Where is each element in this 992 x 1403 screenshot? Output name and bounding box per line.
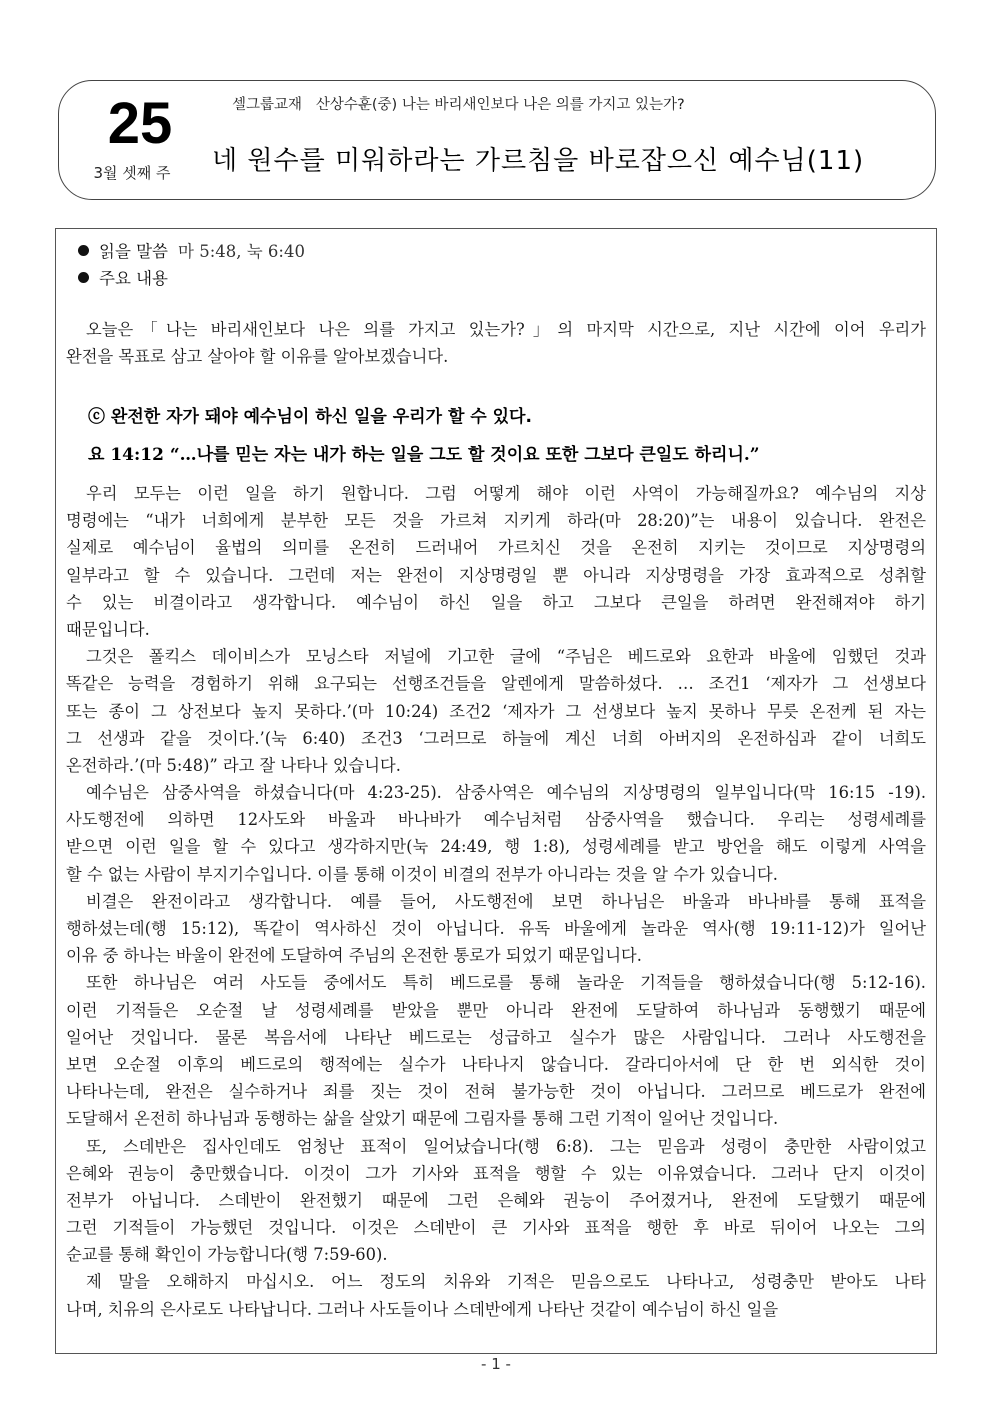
reading-reference: 마 5:48, 눅 6:40: [178, 242, 305, 261]
text-line: 우리 모두는 이런 일을 하기 원합니다. 그럼 어떻게 해야 이런 사역이 가능해질까요? 예수님의 지상: [86, 484, 926, 503]
text-line: 행하셨는데(행 15:12), 똑같이 역사하신 것이 아닙니다. 유독 바울에게 놀라운 역사(행 19:11-12)가 일어난: [66, 919, 926, 938]
text-line: 완전을 목표로 삼고 살아야 할 이유를 알아보겠습니다.: [66, 347, 449, 367]
text-line: 일어난 것입니다. 물론 복음서에 나타난 베드로는 성급하고 실수가 많은 사람입니다. 그러나 사도행전을: [66, 1027, 926, 1047]
text-line: 받으면 이런 일을 할 수 있다고 생각하지만(눅 24:49, 행 1:8), 성령세례를 받고 방언을 해도 이렇게 사역을: [66, 837, 926, 857]
text-line: 또한 하나님은 여러 사도들 중에서도 특히 베드로를 통해 놀라운 기적들을 행하셨습니다(행 5:12-16).: [86, 973, 926, 993]
text-line: 또는 종이 그 상전보다 높지 못하다.’(마 10:24) 조건2 ‘제자가 그 선생보다 높지 못하나 무릇 온전케 된 자는: [66, 701, 926, 721]
reading-label: 읽을 말씀: [99, 242, 169, 261]
text-line: 은혜와 권능이 충만했습니다. 이것이 그가 기사와 표적을 행할 수 있는 이유였습니다. 그러나 단지 이것이: [66, 1163, 926, 1183]
reading-bullet: [78, 238, 305, 262]
paragraph: [66, 779, 926, 888]
text-line: 일부라고 할 수 있습니다. 그런데 저는 완전이 지상명령일 뿐 아니라 지상명령을 가장 효과적으로 성취할: [66, 565, 926, 585]
text-line: 온전하라.’(마 5:48)” 라고 잘 나타나 있습니다.: [66, 755, 401, 775]
body-text: [66, 480, 926, 1323]
text-line: 비결은 완전이라고 생각합니다. 예를 들어, 사도행전에 보면 하나님은 바울과 바나바를 통해 표적을: [86, 891, 926, 911]
bullet-icon: [78, 272, 89, 283]
bullet-icon: [78, 245, 89, 256]
text-line: 도달해서 온전히 하나님과 동행하는 삶을 살았기 때문에 그림자를 통해 그런 기적이 일어난 것입니다.: [66, 1109, 779, 1129]
text-line: 이유 중 하나는 바울이 완전에 도달하여 주님의 온전한 통로가 되었기 때문입니다.: [66, 946, 642, 966]
text-line: 명령에는 “내가 너희에게 분부한 모든 것을 가르쳐 지키게 하라(마 28:20)”는 내용이 있습니다. 완전은: [66, 511, 926, 531]
paragraph: [66, 643, 926, 779]
paragraph: [66, 888, 926, 970]
paragraph: [66, 1133, 926, 1269]
text-line: 또, 스데반은 집사인데도 엄청난 표적이 일어났습니다(행 6:8). 그는 믿음과 성령이 충만한 사람이었고: [86, 1136, 926, 1156]
text-line: 전부가 아닙니다. 스데반이 완전했기 때문에 그런 은혜와 권능이 주어졌거나, 완전에 도달했기 때문에: [66, 1190, 926, 1210]
page-number: - 1 -: [481, 1355, 511, 1373]
paragraph: [66, 969, 926, 1132]
text-line: 이런 기적들은 오순절 날 성령세례를 받았을 뿐만 아니라 완전에 도달하여 하나님과 동행했기 때문에: [66, 1000, 926, 1020]
lesson-number: 25: [107, 91, 173, 156]
text-line: 수 있는 비결이라고 생각합니다. 예수님이 하신 일을 하고 그보다 큰일을 하려면 완전해져야 하기: [66, 592, 926, 612]
text-line: 때문입니다.: [66, 619, 150, 639]
text-line: 사도행전에 의하면 12사도와 바울과 바나바가 예수님처럼 삼중사역을 했습니다. 우리는 성령세례를: [66, 810, 926, 830]
text-line: 똑같은 능력을 경험하기 위해 요구되는 선행조건들을 알렌에게 말씀하셨다. … 조건1 ‘제자가 그 선생보다: [66, 674, 926, 694]
summary-bullet: [78, 265, 168, 289]
paragraph: [66, 480, 926, 643]
week-label: 3월 셋째 주: [93, 164, 171, 182]
key-verse: 요 14:12 “…나를 믿는 자는 내가 하는 일을 그도 할 것이요 또한 그보다 큰일도 하리니.”: [88, 445, 760, 465]
text-line: 그 선생과 같을 것이다.’(눅 6:40) 조건3 ‘그러므로 하늘에 계신 너희 아버지의 온전하심과 같이 너희도: [66, 728, 926, 748]
text-line: 나며, 치유의 은사로도 나타납니다. 그러나 사도들이나 스데반에게 나타난 것같이 예수님이 하신 일을: [66, 1299, 779, 1319]
paragraph: [66, 1268, 926, 1322]
text-line: 보면 오순절 이후의 베드로의 행적에는 실수가 나타나지 않습니다. 갈라디아서에 단 한 번 외식한 것이: [66, 1054, 926, 1074]
text-line: 순교를 통해 확인이 가능합니다(행 7:59-60).: [66, 1245, 388, 1265]
text-line: 그런 기적들이 가능했던 것입니다. 이것은 스데반이 큰 기사와 표적을 행한 후 바로 뒤이어 나오는 그의: [66, 1218, 926, 1238]
text-line: 예수님은 삼중사역을 하셨습니다(마 4:23-25). 삼중사역은 예수님의 지상명령의 일부입니다(막 16:15 -19).: [86, 783, 926, 803]
text-line: 나타나는데, 완전은 실수하거나 죄를 짓는 것이 전혀 불가능한 것이 아닙니다. 그러므로 베드로가 완전에: [66, 1082, 926, 1102]
page-title: 네 원수를 미워하라는 가르침을 바로잡으신 예수님(11): [212, 146, 865, 176]
text-line: 할 수 없는 사람이 부지기수입니다. 이를 통해 이것이 비결의 전부가 아니라는 것을 알 수가 있습니다.: [66, 864, 778, 884]
intro-paragraph: [66, 316, 926, 370]
section-heading: ⓒ 완전한 자가 돼야 예수님이 하신 일을 우리가 할 수 있다.: [88, 407, 532, 427]
text-line: 제 말을 오해하지 마십시오. 어느 정도의 치유와 기적은 믿음으로도 나타나고, 성령충만 받아도 나타: [86, 1272, 926, 1292]
text-line: 실제로 예수님이 율법의 의미를 온전히 드러내어 가르치신 것을 온전히 지키는 것이므로 지상명령의: [66, 538, 926, 558]
text-line: 그것은 폴킥스 데이비스가 모닝스타 저널에 기고한 글에 “주님은 베드로와 요한과 바울에 임했던 것과: [86, 647, 926, 667]
summary-label: 주요 내용: [99, 269, 169, 288]
text-line: 오늘은「나는 바리새인보다 나은 의를 가지고 있는가?」의 마지막 시간으로, 지난 시간에 이어 우리가: [86, 320, 926, 339]
series-subtitle: 셀그룹교재 산상수훈(중) 나는 바리새인보다 나은 의를 가지고 있는가?: [232, 97, 685, 113]
